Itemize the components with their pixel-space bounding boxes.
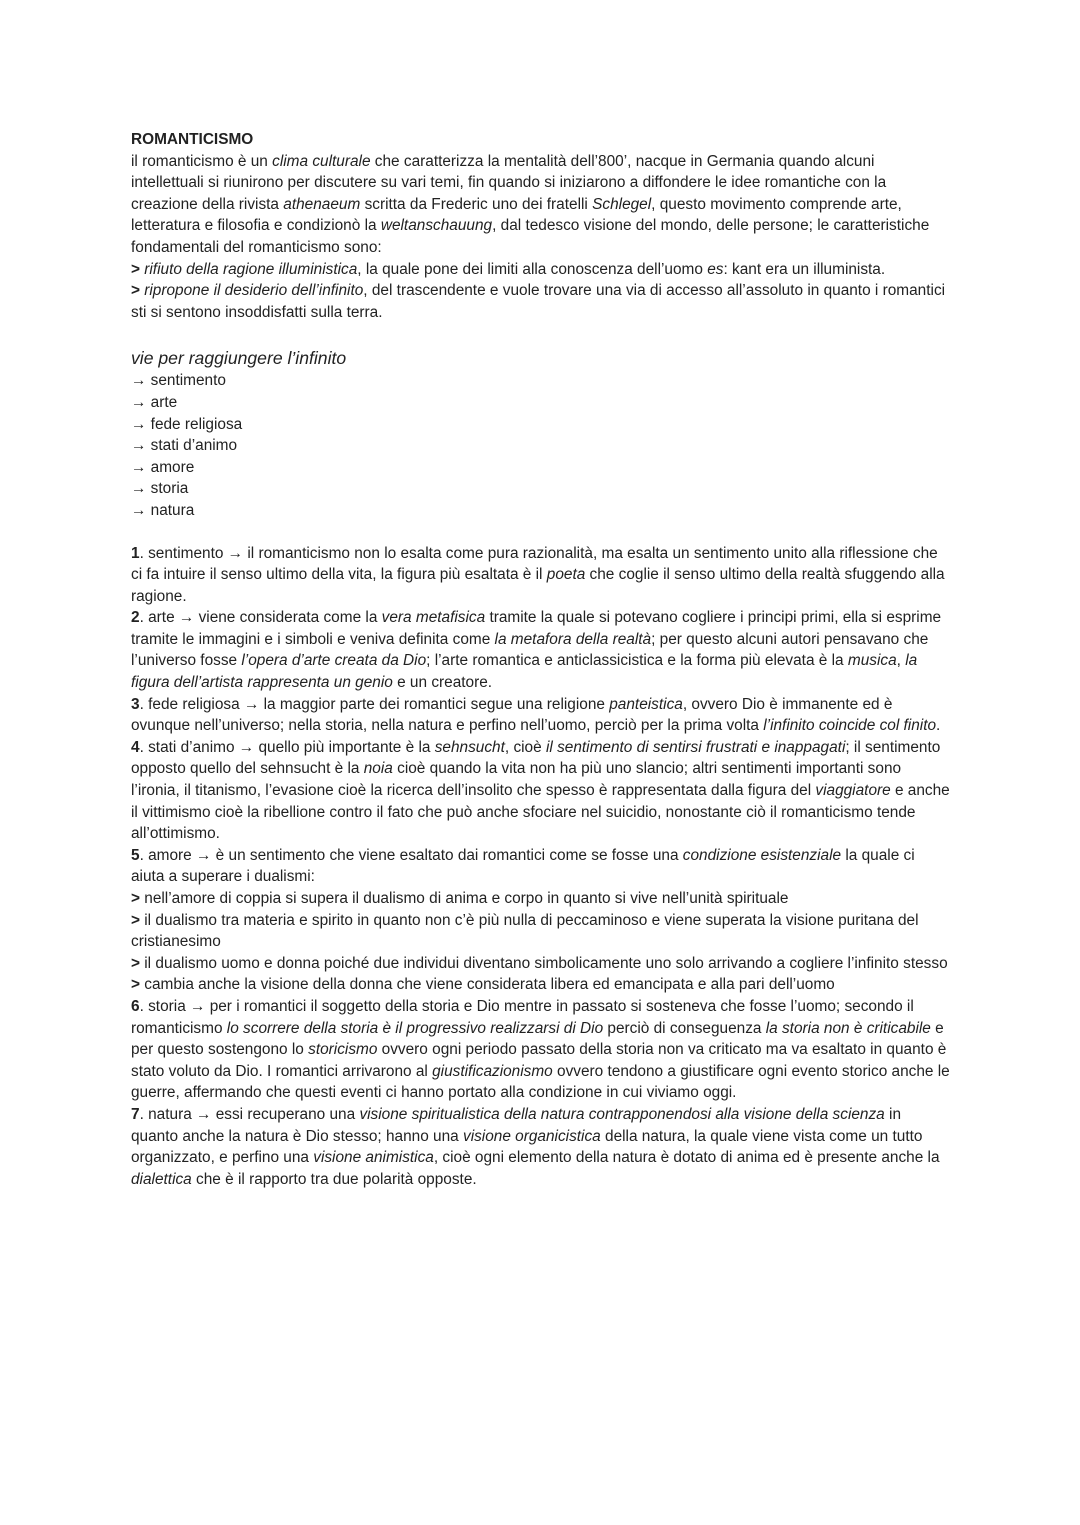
section-paragraph xyxy=(131,737,951,845)
text-run: visione organicistica xyxy=(463,1127,601,1145)
text-run: che coglie il senso ultimo della realtà sfuggendo alla ragione. xyxy=(131,566,945,605)
intro-paragraph xyxy=(131,280,951,323)
text-run: storicismo xyxy=(308,1041,378,1059)
text-run: il sentimento di sentirsi frustrati e inappagati xyxy=(545,738,846,756)
text-run: il romanticismo è un xyxy=(131,152,273,170)
text-run: e anche il vittimismo cioè la ribellione contro il fato che può anche sfociare nel suicidio, nonostante ciò il romanticismo tende all’ottimismo. xyxy=(131,782,950,843)
text-run: viaggiatore xyxy=(815,782,891,800)
list-item: → natura xyxy=(131,501,195,519)
text-run: la figura dell’artista rappresenta un genio xyxy=(131,652,918,692)
list-item: → arte xyxy=(131,393,178,411)
text-run: che è il rapporto tra due polarità opposte. xyxy=(191,1170,477,1188)
text-run: tramite la quale si potevano cogliere i principi primi, ella si esprime tramite le immagini e i simboli e veniva definita come xyxy=(131,609,942,648)
text-run: weltanschauung xyxy=(380,217,493,235)
text-run: , xyxy=(896,652,906,670)
text-run: ; il sentimento opposto quello del sehnsucht è la xyxy=(131,738,941,778)
text-run: dialettica xyxy=(131,1170,192,1188)
text-run: 2 xyxy=(131,609,140,627)
section-paragraph xyxy=(131,694,951,737)
text-run: visione spiritualistica della natura contrapponendosi alla visione della scienza xyxy=(359,1105,885,1123)
text-run: , ovvero Dio è immanente ed è ovunque nell’universo; nella storia, nella natura e perfino nell’uomo, perciò per la prima volta xyxy=(131,695,893,735)
text-run: poeta xyxy=(546,566,586,584)
text-run: 1 xyxy=(131,544,140,562)
text-run: il dualismo uomo e donna poiché due individui diventano simbolicamente uno solo arrivando a cogliere l’infinito stesso xyxy=(144,954,948,972)
section-paragraph xyxy=(131,845,951,888)
text-run: vera metafisica xyxy=(381,609,486,627)
text-run: . xyxy=(936,717,941,735)
text-run: : kant era un illuminista. xyxy=(723,260,886,278)
text-run: clima culturale xyxy=(272,152,371,170)
text-run: lo scorrere della storia è il progressivo realizzarsi di Dio xyxy=(226,1019,604,1037)
section-paragraph xyxy=(131,953,951,975)
list-item: → amore xyxy=(131,458,195,476)
text-run: nell’amore di coppia si supera il dualismo di anima e corpo in quanto si vive nell’unità spirituale xyxy=(144,890,789,907)
text-run: sehnsucht xyxy=(434,738,505,756)
text-run: 3 xyxy=(131,695,140,713)
text-run: ; l’arte romantica e anticlassicistica e la forma più elevata è la xyxy=(426,652,848,670)
list-item: → sentimento xyxy=(131,372,226,390)
text-run: l’infinito coincide col finito xyxy=(763,717,937,735)
intro-paragraph xyxy=(131,151,951,259)
text-run: 7 xyxy=(131,1105,140,1123)
text-run: e un creatore. xyxy=(392,674,493,692)
text-run: 5 xyxy=(131,846,140,864)
text-run: > xyxy=(131,282,145,300)
text-run: musica xyxy=(847,652,897,670)
text-run: cioè quando la vita non ha più uno slancio; altri sentimenti importanti sono l’ironia, il titanismo, l’evasione cioè la ricerca dell’insolito che spesso è rappresentata dalla figura del xyxy=(131,760,902,800)
text-run: Schlegel xyxy=(592,195,652,213)
text-run: panteistica xyxy=(609,695,683,713)
text-run: che caratterizza la mentalità dell’800’, nacque in Germania quando alcuni intellettuali si riunirono per discutere su vari temi, fin quando si iniziarono a diffondere le idee romantiche con la creazione della rivista xyxy=(131,152,887,213)
text-run: , questo movimento comprende arte, letteratura e filosofia e condizionò la xyxy=(131,195,902,235)
text-run: noia xyxy=(363,760,393,778)
text-run: ovvero ogni periodo passato della storia non va criticato ma va esaltato in quanto è stato voluto da Dio. I romantici arrivarono al xyxy=(131,1041,947,1080)
text-run: la metafora della realtà xyxy=(494,630,652,648)
text-run: , cioè xyxy=(504,738,546,756)
text-run: ripropone il desiderio dell’infinito xyxy=(144,282,364,300)
text-run: giustificazionismo xyxy=(432,1062,553,1080)
text-run: , del trascendente e vuole trovare una via di accesso all’assoluto in quanto i romantici sti si sentono insoddisfatti sulla terra. xyxy=(131,282,946,321)
section-paragraph xyxy=(131,1104,951,1190)
text-run: il dualismo tra materia e spirito in quanto non c’è più nulla di peccaminoso e viene superata la visione puritana del cristianesimo xyxy=(131,911,919,951)
text-run: cambia anche la visione della donna che viene considerata libera ed emancipata e alla pari dell’uomo xyxy=(144,976,835,994)
text-run: perciò di conseguenza xyxy=(603,1019,766,1037)
text-run: ; per questo alcuni autori pensavano che l’universo fosse xyxy=(131,630,929,670)
text-run: es xyxy=(707,260,724,278)
text-run: condizione esistenziale xyxy=(682,846,842,864)
text-run: > xyxy=(131,954,145,972)
intro-paragraph xyxy=(131,259,951,281)
intro-section xyxy=(131,151,951,324)
text-run: della natura, la quale viene vista come un tutto organizzato, e perfino una xyxy=(131,1127,923,1167)
text-run: . amore → è un sentimento che viene esaltato dai romantici come se fosse una xyxy=(139,846,683,864)
text-run: > xyxy=(131,260,145,278)
text-run: in quanto anche la natura è Dio stesso; hanno una xyxy=(131,1105,902,1145)
text-run: , dal tedesco visione del mondo, delle persone; le caratteristiche fondamentali del romanticismo sono: xyxy=(131,217,930,256)
text-run: . arte → viene considerata come la xyxy=(139,609,382,627)
text-run: rifiuto della ragione illuministica xyxy=(144,260,358,278)
section-paragraph xyxy=(131,888,951,910)
text-run: . natura → essi recuperano una xyxy=(139,1105,360,1123)
text-run: > xyxy=(131,911,145,929)
text-run: . storia → per i romantici il soggetto della storia e Dio mentre in passato si sosteneva che fosse l’uomo; secondo il romanticismo xyxy=(131,997,914,1037)
section-paragraph xyxy=(131,607,951,693)
text-run: > xyxy=(131,890,145,907)
text-run: . sentimento → il romanticismo non lo esalta come pura razionalità, ma esalta un sentimento unito alla riflessione che ci fa intuire il senso ultimo della vita, la figura più esaltata è il xyxy=(131,544,938,584)
text-run: athenaeum xyxy=(283,195,361,213)
document-title: ROMANTICISMO xyxy=(131,131,254,148)
text-run: la storia non è criticabile xyxy=(765,1019,931,1037)
numbered-sections xyxy=(131,543,951,1191)
document-page xyxy=(131,129,951,1190)
text-run: scritta da Frederic uno dei fratelli xyxy=(360,195,593,213)
text-run: . fede religiosa → la maggior parte dei romantici segue una religione xyxy=(139,695,610,713)
text-run: . stati d’animo → quello più importante è la xyxy=(139,738,435,756)
text-run: , cioè ogni elemento della natura è dotato di anima ed è presente anche la xyxy=(433,1149,940,1167)
text-run: ovvero tendono a giustificare ogni evento storico anche le guerre, affermando che questi eventi ci hanno portato alla condizione in cui viviamo oggi. xyxy=(131,1062,950,1102)
vie-list xyxy=(131,370,951,521)
text-run: la quale ci aiuta a superare i dualismi: xyxy=(131,846,915,886)
section-paragraph xyxy=(131,910,951,953)
text-run: 4 xyxy=(131,738,140,756)
list-item: → fede religiosa xyxy=(131,415,243,433)
text-run: l’opera d’arte creata da Dio xyxy=(241,652,427,670)
section-paragraph xyxy=(131,996,951,1104)
list-item: → stati d’animo xyxy=(131,437,238,455)
text-run: > xyxy=(131,976,145,994)
vie-heading: vie per raggiungere l’infinito xyxy=(131,348,347,369)
text-run: , la quale pone dei limiti alla conoscenza dell’uomo xyxy=(357,260,708,278)
text-run: visione animistica xyxy=(313,1149,434,1167)
list-item: → storia xyxy=(131,480,189,498)
section-paragraph xyxy=(131,974,951,996)
section-paragraph xyxy=(131,543,951,608)
text-run: e per questo sostengono lo xyxy=(131,1019,944,1059)
text-run: 6 xyxy=(131,997,140,1015)
